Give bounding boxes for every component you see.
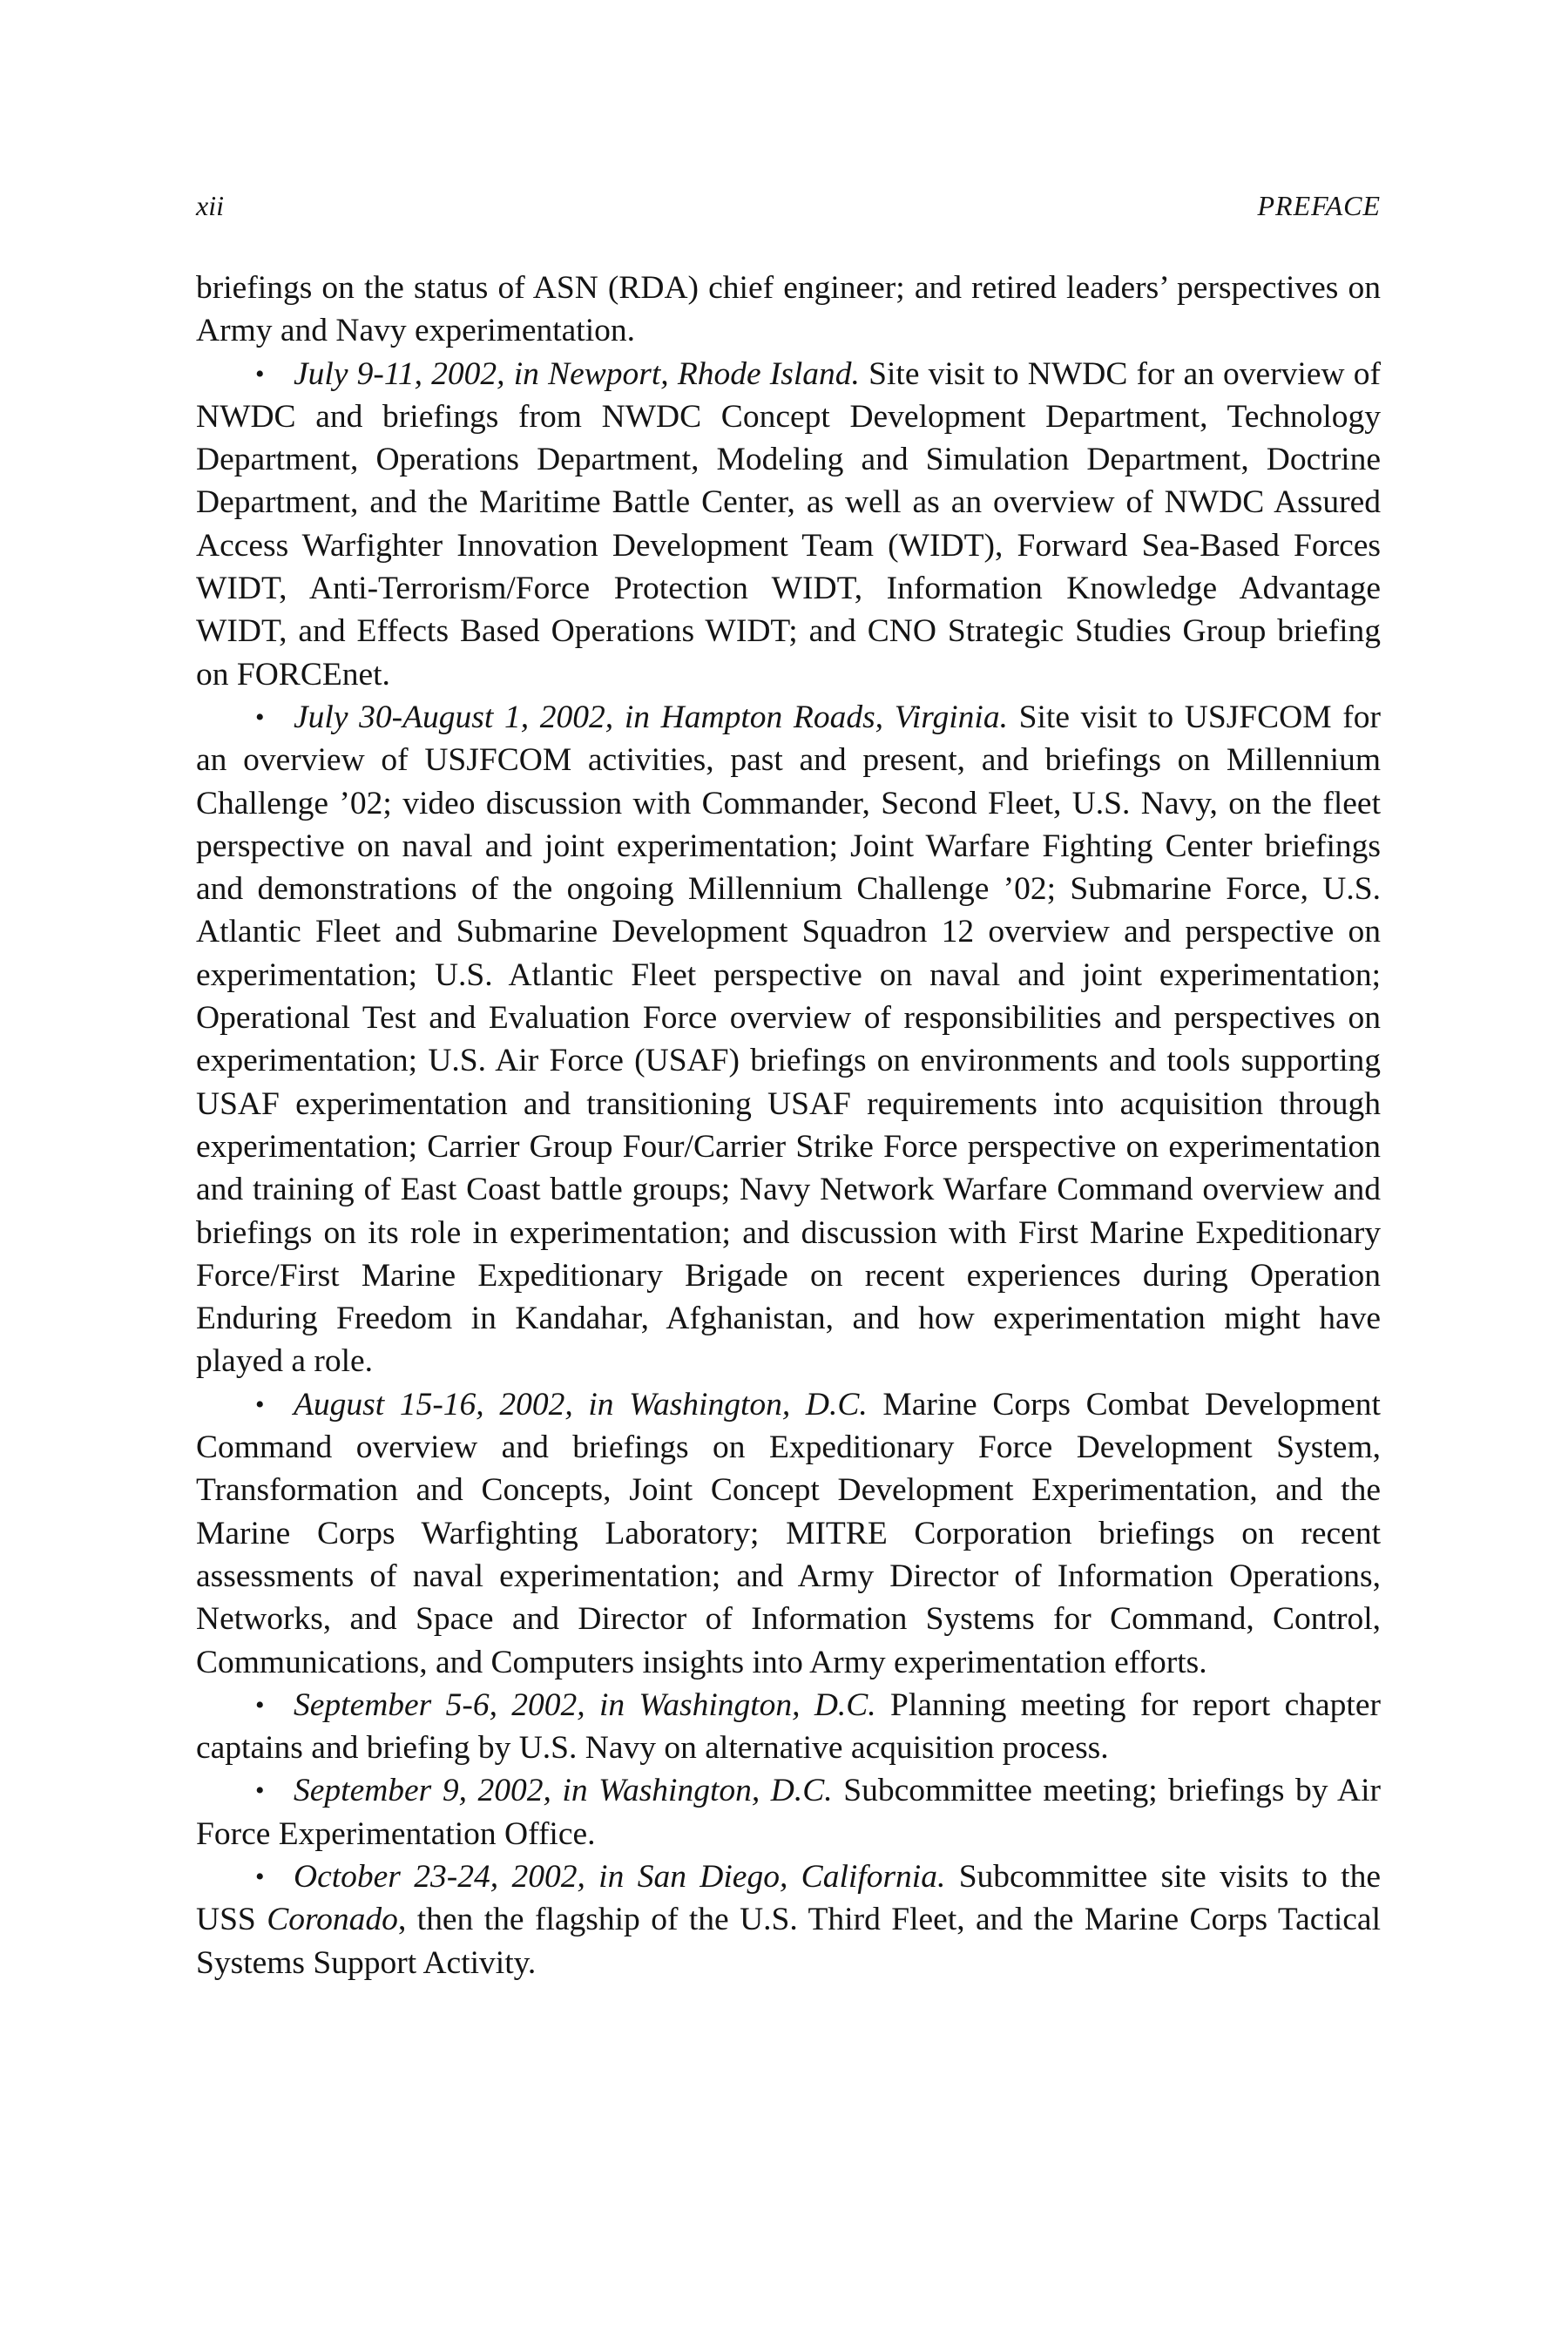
list-item xyxy=(196,696,1381,1383)
section-title: PREFACE xyxy=(1257,190,1381,221)
item-description-end: , then the flagship of the U.S. Third Fleet, and the Marine Corps Tactical Systems Support Activity. xyxy=(196,1902,1381,1981)
bullet-icon: • xyxy=(255,359,265,389)
list-item xyxy=(196,1383,1381,1684)
body-text xyxy=(196,267,1381,1984)
intro-paragraph: briefings on the status of ASN (RDA) chief engineer; and retired leaders’ perspectives on Army and Navy experimentation. xyxy=(196,270,1381,349)
page-number: xii xyxy=(196,190,224,221)
bullet-icon: • xyxy=(255,1776,265,1806)
item-description: Subcommittee site visits to the USS xyxy=(196,1858,1381,1938)
page xyxy=(196,0,1381,2352)
item-date-location: October 23-24, 2002, in San Diego, California. xyxy=(294,1858,946,1895)
item-date-location: September 5-6, 2002, in Washington, D.C. xyxy=(294,1686,876,1723)
ship-name: Coronado xyxy=(267,1902,398,1938)
item-date-location: July 30-August 1, 2002, in Hampton Roads, Virginia. xyxy=(294,699,1008,735)
bullet-icon: • xyxy=(255,1389,265,1419)
item-description: Marine Corps Combat Development Command overview and briefings on Expeditionary Force Development System, Transformation and Concepts, Joint Concept Development Experimentation, and the Marine Corps Warfighting Laboratory; MITRE Corporation briefings on recent assessments of naval experimentation; and Army Director of Information Operations, Networks, and Space and Director of Information Systems for Command, Control, Communications, and Computers insights into Army experimentation efforts. xyxy=(196,1386,1381,1680)
item-description: Subcommittee meeting; briefings by Air Force Experimentation Office. xyxy=(196,1773,1381,1852)
item-date-location: July 9-11, 2002, in Newport, Rhode Island. xyxy=(294,355,860,392)
list-item xyxy=(196,1684,1381,1770)
list-item xyxy=(196,1855,1381,1984)
item-description: Site visit to NWDC for an overview of NWDC and briefings from NWDC Concept Development Department, Technology Department, Operations Department, Modeling and Simulation Department, Doctrine Department, and the Maritime Battle Center, as well as an overview of NWDC Assured Access Warfighter Innovation Development Team (WIDT), Forward Sea-Based Forces WIDT, Anti-Terrorism/Force Protection WIDT, Information Knowledge Advantage WIDT, and Effects Based Operations WIDT; and CNO Strategic Studies Group briefing on FORCEnet. xyxy=(196,355,1381,693)
bullet-icon: • xyxy=(255,1690,265,1720)
list-item xyxy=(196,1769,1381,1855)
bullet-icon: • xyxy=(255,702,265,732)
item-date-location: August 15-16, 2002, in Washington, D.C. xyxy=(294,1386,868,1423)
list-item xyxy=(196,353,1381,696)
bullet-icon: • xyxy=(255,1862,265,1891)
item-description: Planning meeting for report chapter captains and briefing by U.S. Navy on alternative acquisition process. xyxy=(196,1686,1381,1767)
running-head xyxy=(196,190,1381,228)
item-date-location: September 9, 2002, in Washington, D.C. xyxy=(294,1773,833,1809)
item-description: Site visit to USJFCOM for an overview of USJFCOM activities, past and present, and briefings on Millennium Challenge ’02; video discussion with Commander, Second Fleet, U.S. Navy, on the fleet perspective on naval and joint experimentation; Joint Warfare Fighting Center briefings and demonstrations of the ongoing Millennium Challenge ’02; Submarine Force, U.S. Atlantic Fleet and Submarine Development Squadron 12 overview and perspective on experimentation; U.S. Atlantic Fleet perspective on naval and joint experimentation; Operational Test and Evaluation Force overview of responsibilities and perspectives on experimentation; U.S. Air Force (USAF) briefings on environments and tools supporting USAF experimentation and transitioning USAF requirements into acquisition through experimentation; Carrier Group Four/Carrier Strike Force perspective on experimentation and training of East Coast battle groups; Navy Network Warfare Command overview and briefings on its role in experimentation; and discussion with First Marine Expeditionary Force/First Marine Expeditionary Brigade on recent experiences during Operation Enduring Freedom in Kandahar, Afghanistan, and how experimentation might have played a role. xyxy=(196,699,1381,1380)
